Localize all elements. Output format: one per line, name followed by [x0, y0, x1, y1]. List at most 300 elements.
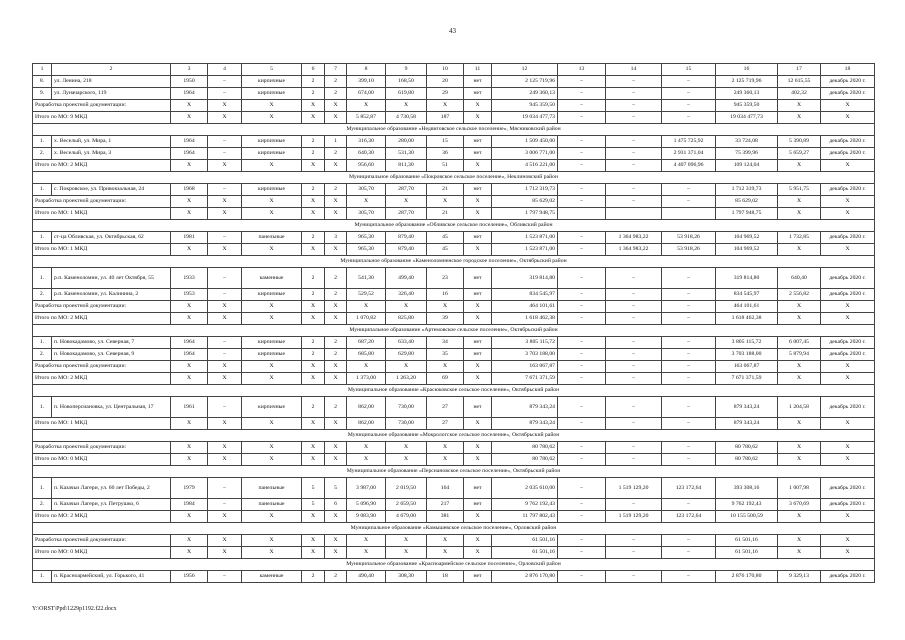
building-row [33, 289, 875, 301]
table-cell: X [242, 160, 302, 172]
table-cell: п. Казачьи Лагери, ул. Петрушко, 6 [52, 499, 171, 511]
table-cell: нет [464, 349, 492, 361]
table-cell: X [208, 244, 242, 256]
table-cell: – [606, 301, 662, 313]
table-cell: 1964 [171, 148, 208, 160]
table-cell: – [606, 547, 662, 559]
table-cell: X [242, 196, 302, 208]
building-row [33, 268, 875, 289]
table-cell: X [778, 511, 821, 523]
table-cell: 2 [302, 289, 325, 301]
summary-row [33, 196, 875, 208]
table-cell: Муниципальное образование «Каменоломненское городское поселение», Октябрьский район [33, 256, 875, 268]
table-cell: каменные [242, 268, 302, 289]
table-cell: 18 [821, 64, 875, 76]
summary-row [33, 454, 875, 466]
table-cell: 3 670,69 [778, 499, 821, 511]
table-cell: 1 712 319,73 [716, 184, 778, 196]
table-cell: 685,80 [347, 349, 386, 361]
table-cell: 8. [33, 76, 52, 88]
table-cell: X [302, 301, 325, 313]
table-cell: 5 096,90 [347, 499, 386, 511]
table-cell: X [208, 535, 242, 547]
table-cell: 1 373,00 [347, 373, 386, 385]
table-cell: Итого по МО: 2 МКД [33, 373, 171, 385]
table-cell: 1961 [171, 397, 208, 418]
table-cell: 3 805 115,72 [492, 337, 558, 349]
table-cell: декабрь 2020 г. [821, 478, 875, 499]
table-cell: 402,32 [778, 88, 821, 100]
table-cell: 2 [325, 571, 347, 583]
table-cell: X [302, 418, 325, 430]
table-cell: X [325, 361, 347, 373]
table-cell: Разработка проектной документации: [33, 196, 171, 208]
table-cell: 862,00 [347, 397, 386, 418]
table-cell: 965,30 [347, 232, 386, 244]
table-cell: – [606, 418, 662, 430]
table-cell: X [325, 547, 347, 559]
table-cell: 85 629,02 [492, 196, 558, 208]
table-cell: X [302, 454, 325, 466]
table-cell: п. Новокадамово, ул. Северная, 9 [52, 349, 171, 361]
table-cell: 15 [662, 64, 716, 76]
table-cell: 280,00 [386, 136, 427, 148]
table-cell: 12 615,55 [778, 76, 821, 88]
table-cell: X [778, 301, 821, 313]
table-cell: X [325, 511, 347, 523]
table-cell: – [558, 232, 606, 244]
table-cell: – [558, 313, 606, 325]
table-cell: 464 101,61 [716, 301, 778, 313]
table-cell: 61 501,16 [716, 535, 778, 547]
building-row [33, 232, 875, 244]
table-cell: 6 [302, 64, 325, 76]
table-cell: Разработка проектной документации: [33, 361, 171, 373]
table-cell: – [208, 499, 242, 511]
table-cell: 2 [325, 337, 347, 349]
table-cell: 249 360,13 [492, 88, 558, 100]
table-cell: X [778, 208, 821, 220]
table-cell: 879,40 [386, 244, 427, 256]
table-cell: ул. Луначарского, 119 [52, 88, 171, 100]
table-cell: Муниципальное образование «Обливское сельское поселение», Обливский район [33, 220, 875, 232]
table-cell: 319 814,80 [716, 268, 778, 289]
table-cell: – [606, 454, 662, 466]
table-cell: 2. [33, 349, 52, 361]
table-cell: 21 [427, 184, 464, 196]
table-cell [662, 208, 716, 220]
table-cell: X [171, 511, 208, 523]
table-cell: 2 [302, 76, 325, 88]
table-cell: 2 [325, 88, 347, 100]
table-cell: 1950 [171, 76, 208, 88]
table-cell: 531,30 [386, 148, 427, 160]
table-cell: Разработка проектной документации: [33, 442, 171, 454]
table-cell: X [325, 301, 347, 313]
table-cell: 17 [778, 64, 821, 76]
table-cell: 1 618 462,38 [716, 313, 778, 325]
housing-repair-table [32, 63, 875, 583]
table-cell: кирпичные [242, 289, 302, 301]
table-cell: – [558, 184, 606, 196]
table-cell: – [558, 76, 606, 88]
table-cell: 5 951,75 [778, 184, 821, 196]
table-cell [606, 208, 662, 220]
table-cell: п. Красноармейский, ул. Горького, 41 [52, 571, 171, 583]
table-cell: 45 [427, 232, 464, 244]
table-cell: 1 797 948,75 [716, 208, 778, 220]
table-cell: 6 [325, 499, 347, 511]
table-cell: 879 343,24 [492, 397, 558, 418]
table-cell: 9 083,90 [347, 511, 386, 523]
table-cell: – [606, 337, 662, 349]
table-cell: X [778, 361, 821, 373]
table-cell: 217 [427, 499, 464, 511]
table-cell: – [208, 397, 242, 418]
table-cell: 1 509 450,00 [492, 136, 558, 148]
table-cell: 2 [302, 349, 325, 361]
table-cell: 5 659,27 [778, 148, 821, 160]
table-cell: 381 [427, 511, 464, 523]
table-cell: X [427, 442, 464, 454]
table-cell: 2 125 719,96 [716, 76, 778, 88]
table-cell: 2 [325, 397, 347, 418]
table-cell: кирпичные [242, 76, 302, 88]
table-cell: X [347, 196, 386, 208]
table-cell: 104 969,52 [716, 244, 778, 256]
table-cell: – [662, 184, 716, 196]
table-cell: х. Веселый, ул. Мира, 1 [52, 136, 171, 148]
table-cell: X [778, 418, 821, 430]
table-cell: 1979 [171, 478, 208, 499]
table-cell: 640,40 [778, 268, 821, 289]
summary-row [33, 511, 875, 523]
table-cell: X [302, 511, 325, 523]
table-cell: 33 724,08 [716, 136, 778, 148]
table-cell: 13 [558, 64, 606, 76]
table-cell: 319 814,80 [492, 268, 558, 289]
table-cell: X [325, 112, 347, 124]
table-cell: – [558, 148, 606, 160]
summary-row [33, 313, 875, 325]
table-cell: X [171, 454, 208, 466]
table-cell: декабрь 2020 г. [821, 88, 875, 100]
table-cell: – [558, 397, 606, 418]
table-cell: 163 067,87 [492, 361, 558, 373]
table-cell: – [662, 454, 716, 466]
table-cell: 61 501,16 [492, 547, 558, 559]
table-cell: X [821, 535, 875, 547]
table-cell: 834 545,97 [492, 289, 558, 301]
table-cell: 187 [427, 112, 464, 124]
table-cell: кирпичные [242, 148, 302, 160]
table-cell: 687,20 [347, 337, 386, 349]
table-cell: – [606, 373, 662, 385]
table-cell: 36 [427, 148, 464, 160]
table-cell: 1 475 725,92 [662, 136, 716, 148]
table-cell: 61 501,16 [716, 547, 778, 559]
table-cell: X [464, 313, 492, 325]
table-cell: – [606, 100, 662, 112]
table-cell: X [778, 196, 821, 208]
table-cell: X [347, 301, 386, 313]
table-cell: 1953 [171, 289, 208, 301]
table-cell: X [347, 361, 386, 373]
table-cell: – [662, 88, 716, 100]
table-cell: Итого по МО: 9 МКД [33, 112, 171, 124]
table-cell: – [662, 547, 716, 559]
table-cell: 16 [716, 64, 778, 76]
table-cell: нет [464, 499, 492, 511]
table-cell: 1956 [171, 571, 208, 583]
section-header-row [33, 430, 875, 442]
table-cell: нет [464, 571, 492, 583]
table-cell: 51 [427, 160, 464, 172]
table-cell: 2 [325, 148, 347, 160]
table-cell: X [427, 454, 464, 466]
table-cell: X [242, 301, 302, 313]
table-cell: – [662, 397, 716, 418]
table-cell: – [606, 313, 662, 325]
table-cell: 1964 [171, 88, 208, 100]
table-cell: 305,70 [347, 184, 386, 196]
table-cell: X [208, 100, 242, 112]
table-cell: X [208, 313, 242, 325]
building-row [33, 499, 875, 511]
table-cell: 730,00 [386, 397, 427, 418]
table-cell: Итого по МО: 0 МКД [33, 547, 171, 559]
table-cell: 316,30 [347, 136, 386, 148]
table-cell: 879 343,24 [492, 418, 558, 430]
table-cell: Итого по МО: 1 МКД [33, 244, 171, 256]
summary-row [33, 208, 875, 220]
table-cell: X [821, 313, 875, 325]
table-cell: 9. [33, 88, 52, 100]
table-cell: 29 [427, 88, 464, 100]
table-cell: п. Новокадамово, ул. Северная, 7 [52, 337, 171, 349]
table-cell: 123 172,64 [662, 511, 716, 523]
table-cell: нет [464, 397, 492, 418]
table-cell: 1933 [171, 268, 208, 289]
table-cell: 5 [302, 478, 325, 499]
table-cell: – [606, 268, 662, 289]
table-cell: X [302, 196, 325, 208]
table-cell: X [302, 100, 325, 112]
table-cell: X [208, 208, 242, 220]
table-cell: – [606, 196, 662, 208]
table-cell: 1964 [171, 136, 208, 148]
table-cell: х. Веселый, ул. Мира, 3 [52, 148, 171, 160]
table-cell: X [464, 196, 492, 208]
table-cell: – [558, 535, 606, 547]
table-cell: 2 [302, 268, 325, 289]
table-cell: Итого по МО: 1 МКД [33, 208, 171, 220]
table-cell: X [427, 547, 464, 559]
table-cell: 80 780,62 [492, 454, 558, 466]
table-cell: 20 [427, 76, 464, 88]
table-cell: 3 [171, 64, 208, 76]
table-cell: 490,40 [347, 571, 386, 583]
table-cell: 4 407 096,96 [662, 160, 716, 172]
table-cell: X [821, 361, 875, 373]
table-cell: 10 155 500,59 [716, 511, 778, 523]
table-cell: X [208, 418, 242, 430]
table-cell: кирпичные [242, 397, 302, 418]
building-row [33, 184, 875, 196]
table-cell: X [242, 112, 302, 124]
table-cell: – [662, 196, 716, 208]
table-cell: Разработка проектной документации: [33, 100, 171, 112]
section-header-row [33, 256, 875, 268]
table-cell: X [302, 313, 325, 325]
table-cell: 965,30 [347, 244, 386, 256]
table-cell: – [662, 373, 716, 385]
table-cell: кирпичные [242, 184, 302, 196]
table-cell: X [171, 418, 208, 430]
table-cell: X [427, 196, 464, 208]
file-path-footer: Y:\ORST\Ppd\1229p1192.f22.docx [32, 606, 117, 612]
summary-row [33, 301, 875, 313]
table-cell: 12 [492, 64, 558, 76]
table-cell: 9 [386, 64, 427, 76]
table-cell: – [558, 88, 606, 100]
table-cell: 109 124,04 [716, 160, 778, 172]
table-cell: X [325, 535, 347, 547]
table-cell: 11 [464, 64, 492, 76]
table-cell: Итого по МО: 1 МКД [33, 418, 171, 430]
table-cell: 4 679,00 [386, 511, 427, 523]
table-cell: X [386, 442, 427, 454]
summary-row [33, 361, 875, 373]
table-cell: декабрь 2020 г. [821, 499, 875, 511]
table-cell: – [208, 76, 242, 88]
table-cell: – [558, 112, 606, 124]
table-cell: – [662, 499, 716, 511]
table-cell: 2 [325, 268, 347, 289]
table-cell: X [821, 511, 875, 523]
table-cell: – [558, 547, 606, 559]
table-cell: Муниципальное образование «Артемовское сельское поселение», Октябрьский район [33, 325, 875, 337]
table-cell: ст-ца Обливская, ул. Октябрьская, 62 [52, 232, 171, 244]
table-cell: X [778, 160, 821, 172]
table-cell: 2 [302, 184, 325, 196]
table-cell: 2 [325, 289, 347, 301]
table-cell: декабрь 2020 г. [821, 397, 875, 418]
table-cell: 1 364 983,22 [606, 232, 662, 244]
table-cell: 1984 [171, 499, 208, 511]
table-cell: нет [464, 76, 492, 88]
table-cell: 3 987,00 [347, 478, 386, 499]
table-cell: X [427, 361, 464, 373]
table-cell: X [325, 196, 347, 208]
table-cell: X [242, 454, 302, 466]
table-cell: X [778, 244, 821, 256]
table-cell: 15 [427, 136, 464, 148]
table-cell: 4 516 221,00 [492, 160, 558, 172]
table-cell: 2 876 170,80 [716, 571, 778, 583]
table-cell: X [171, 208, 208, 220]
table-cell: X [464, 208, 492, 220]
table-cell: X [464, 244, 492, 256]
table-cell: – [606, 535, 662, 547]
table-cell: X [427, 100, 464, 112]
table-cell: X [821, 373, 875, 385]
table-cell: X [171, 313, 208, 325]
table-cell: – [558, 301, 606, 313]
table-cell: 1 797 948,75 [492, 208, 558, 220]
summary-row [33, 442, 875, 454]
table-cell: – [606, 361, 662, 373]
building-row [33, 397, 875, 418]
table-cell: 1 732,85 [778, 232, 821, 244]
table-cell: 541,30 [347, 268, 386, 289]
table-cell: р.п. Каменоломни, ул. Калинина, 2 [52, 289, 171, 301]
table-cell: 2 019,50 [386, 478, 427, 499]
table-cell: X [242, 547, 302, 559]
table-cell: X [242, 361, 302, 373]
table-cell: – [662, 337, 716, 349]
table-cell: – [208, 268, 242, 289]
table-cell: нет [464, 268, 492, 289]
table-cell: X [821, 301, 875, 313]
table-cell: – [208, 136, 242, 148]
table-cell: X [171, 196, 208, 208]
table-cell: декабрь 2020 г. [821, 349, 875, 361]
table-cell: 308,30 [386, 571, 427, 583]
table-cell: – [208, 232, 242, 244]
table-cell: X [347, 100, 386, 112]
table-cell: 39 [427, 313, 464, 325]
table-cell: 19 034 477,73 [492, 112, 558, 124]
table-cell: – [662, 535, 716, 547]
table-cell: 168,50 [386, 76, 427, 88]
table-cell: X [325, 418, 347, 430]
column-number-row [33, 64, 875, 76]
table-cell: 834 545,97 [716, 289, 778, 301]
table-cell: X [171, 160, 208, 172]
table-cell: X [778, 100, 821, 112]
table-cell: 18 [427, 571, 464, 583]
table-cell: Муниципальное образование «Камышевское сельское поселение», Орловский район [33, 523, 875, 535]
table-cell: 9 762 192,43 [716, 499, 778, 511]
table-cell: 2 [325, 184, 347, 196]
table-cell: 1 523 871,00 [492, 244, 558, 256]
table-cell: 1. [33, 337, 52, 349]
table-cell: X [325, 373, 347, 385]
table-cell: 27 [427, 397, 464, 418]
table-cell: 2 [52, 64, 171, 76]
table-cell: X [302, 361, 325, 373]
table-cell: Муниципальное образование «Мокрологское сельское поселение», Октябрьский район [33, 430, 875, 442]
table-cell: 2 [302, 88, 325, 100]
table-cell: X [208, 373, 242, 385]
table-cell: 2 [302, 337, 325, 349]
table-cell: 53 918,26 [662, 244, 716, 256]
table-cell: – [558, 418, 606, 430]
table-cell: 2 [325, 76, 347, 88]
table-cell: панельные [242, 232, 302, 244]
table-cell: X [208, 361, 242, 373]
table-cell: – [558, 289, 606, 301]
table-cell: 1. [33, 397, 52, 418]
table-cell: X [821, 244, 875, 256]
table-cell: – [606, 397, 662, 418]
table-cell: – [208, 289, 242, 301]
table-cell: 2 659,50 [386, 499, 427, 511]
table-cell: 2. [33, 289, 52, 301]
table-cell: – [558, 268, 606, 289]
table-cell: X [778, 442, 821, 454]
